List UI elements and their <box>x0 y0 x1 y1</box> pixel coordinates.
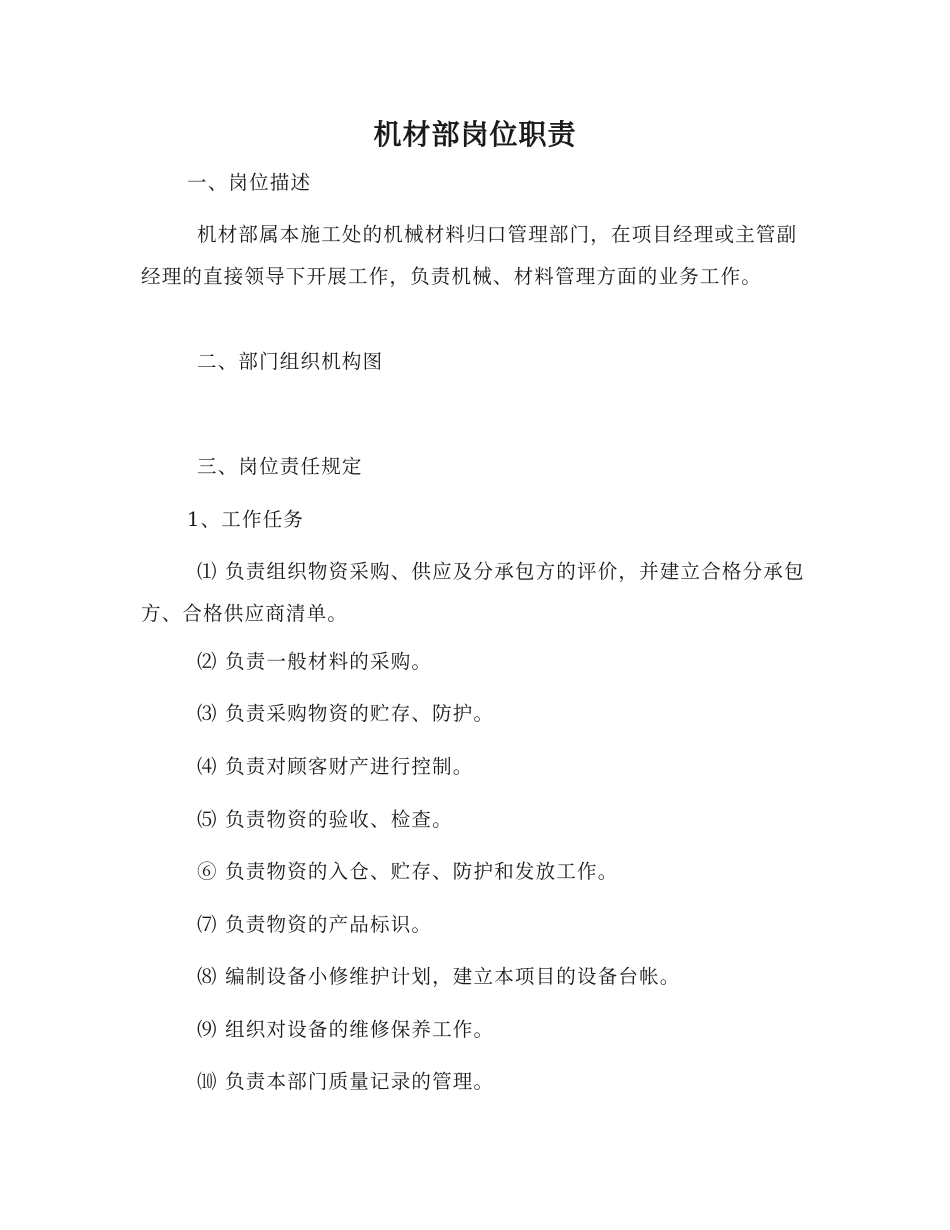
task-item: ⑶ 负责采购物资的贮存、防护。 <box>197 702 495 725</box>
task-item-text: ⑴ 负责组织物资采购、供应及分承包方的评价，并建立合格分承包方、合格供应商清单。 <box>141 560 805 625</box>
task-item: ⑺ 负责物资的产品标识。 <box>197 913 433 936</box>
page-title: 机材部岗位职责 <box>373 118 577 151</box>
job-description-paragraph <box>141 214 806 298</box>
task-item <box>141 551 806 635</box>
section-heading-responsibilities: 三、岗位责任规定 <box>197 455 363 478</box>
task-item: ⑼ 组织对设备的维修保养工作。 <box>197 1018 495 1041</box>
task-item: ⑽ 负责本部门质量记录的管理。 <box>197 1070 495 1093</box>
task-item: ⑥ 负责物资的入仓、贮存、防护和发放工作。 <box>197 860 619 883</box>
job-description-text: 机材部属本施工处的机械材料归口管理部门，在项目经理或主管副经理的直接领导下开展工作，负责机械、材料管理方面的业务工作。 <box>141 223 798 288</box>
task-item: ⑵ 负责一般材料的采购。 <box>197 650 433 673</box>
section-heading-job-description: 一、岗位描述 <box>187 171 312 194</box>
task-item: ⑷ 负责对顾客财产进行控制。 <box>197 755 474 778</box>
task-item: ⑸ 负责物资的验收、检查。 <box>197 808 453 831</box>
task-item: ⑻ 编制设备小修维护计划，建立本项目的设备台帐。 <box>197 965 681 988</box>
section-heading-org-chart: 二、部门组织机构图 <box>197 350 384 373</box>
subsection-heading-work-tasks: 1、工作任务 <box>187 508 305 531</box>
